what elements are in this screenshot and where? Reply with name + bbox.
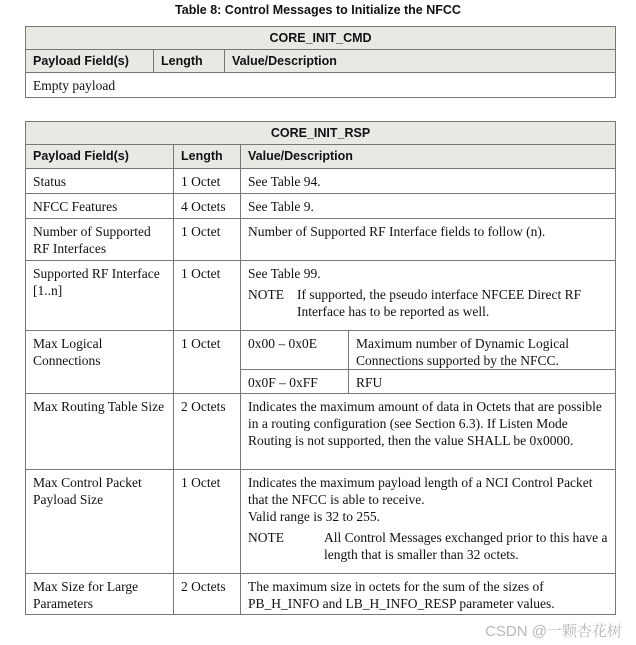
core-init-rsp-table [25, 121, 616, 615]
length-status: 1 Octet [174, 169, 241, 194]
note-label: NOTE [248, 530, 284, 545]
note-text: All Control Messages exchanged prior to this have a length that is smaller than 32 octets. [324, 530, 608, 562]
rsp-header-field: Payload Field(s) [26, 145, 174, 169]
table-row [26, 169, 616, 194]
watermark: CSDN @一颗杏花树 [485, 623, 622, 640]
cmd-title: CORE_INIT_CMD [26, 27, 616, 50]
rsp-header-desc: Value/Description [241, 145, 616, 169]
table-row [26, 219, 616, 261]
length-max-routing: 2 Octets [174, 394, 241, 470]
length-features: 4 Octets [174, 194, 241, 219]
length-max-ctrl: 1 Octet [174, 470, 241, 574]
desc-max-ctrl [241, 470, 616, 574]
range1-code: 0x00 – 0x0E [241, 331, 349, 370]
cmd-empty-payload: Empty payload [26, 73, 616, 98]
rsp-title: CORE_INIT_RSP [26, 122, 616, 145]
table-row [26, 194, 616, 219]
field-features: NFCC Features [26, 194, 174, 219]
desc-max-ctrl-text: Indicates the maximum payload length of a NCI Control Packet that the NFCC is able to receive. [248, 475, 593, 507]
range1-desc: Maximum number of Dynamic Logical Connections supported by the NFCC. [349, 331, 616, 370]
field-max-ctrl: Max Control Packet Payload Size [26, 470, 174, 574]
desc-supp-rf-text: See Table 99. [248, 266, 321, 281]
length-num-rf: 1 Octet [174, 219, 241, 261]
desc-supp-rf [241, 261, 616, 331]
cmd-header-desc: Value/Description [225, 50, 616, 73]
cmd-header-field: Payload Field(s) [26, 50, 154, 73]
range2-code: 0x0F – 0xFF [241, 370, 349, 394]
desc-features: See Table 9. [241, 194, 616, 219]
range2-desc: RFU [349, 370, 616, 394]
desc-status: See Table 94. [241, 169, 616, 194]
desc-max-ctrl-range: Valid range is 32 to 255. [248, 509, 380, 524]
field-status: Status [26, 169, 174, 194]
table-row [26, 394, 616, 470]
field-num-rf: Number of Supported RF Interfaces [26, 219, 174, 261]
table-row [26, 470, 616, 574]
cmd-header-length: Length [154, 50, 225, 73]
field-supp-rf: Supported RF Interface [1..n] [26, 261, 174, 331]
table-row [26, 331, 616, 370]
field-max-large: Max Size for Large Parameters [26, 574, 174, 615]
note-text: If supported, the pseudo interface NFCEE Direct RF Interface has to be reported as well. [297, 287, 582, 319]
field-max-routing: Max Routing Table Size [26, 394, 174, 470]
core-init-cmd-table [25, 26, 616, 98]
desc-max-routing: Indicates the maximum amount of data in Octets that are possible in a routing configuration (see Section 6.3). If Listen Mode Routing is not supported, then the value SHALL be 0x0000. [241, 394, 616, 470]
rsp-header-length: Length [174, 145, 241, 169]
desc-num-rf: Number of Supported RF Interface fields to follow (n). [241, 219, 616, 261]
table-row [26, 574, 616, 615]
length-supp-rf: 1 Octet [174, 261, 241, 331]
table-row [26, 261, 616, 331]
length-max-large: 2 Octets [174, 574, 241, 615]
table-caption: Table 8: Control Messages to Initialize the NFCC [175, 3, 461, 17]
note-label: NOTE [248, 287, 284, 302]
desc-max-large: The maximum size in octets for the sum of the sizes of PB_H_INFO and LB_H_INFO_RESP parameter values. [241, 574, 616, 615]
field-max-logical: Max Logical Connections [26, 331, 174, 394]
length-max-logical: 1 Octet [174, 331, 241, 394]
